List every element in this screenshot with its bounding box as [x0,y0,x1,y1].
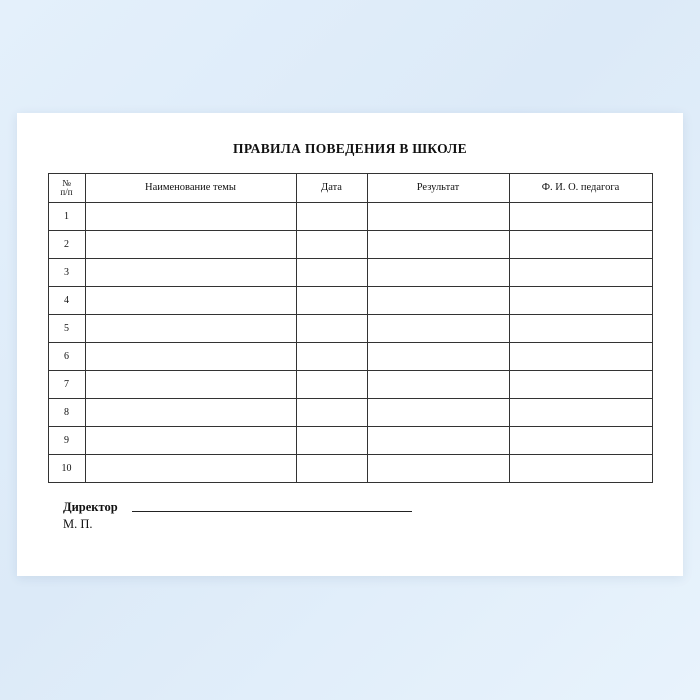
document-footer [47,500,653,532]
cell-date[interactable] [296,203,367,231]
cell-theme[interactable] [85,231,296,259]
cell-date[interactable] [296,427,367,455]
cell-teacher[interactable] [509,315,652,343]
cell-result[interactable] [367,315,509,343]
cell-date[interactable] [296,231,367,259]
cell-number: 5 [48,315,85,343]
stamp-label: М. П. [63,517,93,531]
cell-theme[interactable] [85,315,296,343]
cell-number: 3 [48,259,85,287]
table-row [48,231,652,259]
cell-number: 7 [48,371,85,399]
director-label: Директор [63,500,118,514]
cell-teacher[interactable] [509,371,652,399]
column-header-teacher: Ф. И. О. педагога [509,174,652,203]
cell-number: 2 [48,231,85,259]
cell-result[interactable] [367,287,509,315]
records-table [48,173,653,483]
cell-result[interactable] [367,371,509,399]
cell-number: 10 [48,455,85,483]
cell-teacher[interactable] [509,427,652,455]
cell-result[interactable] [367,455,509,483]
signature-line[interactable] [132,511,412,512]
document-sheet [17,113,683,576]
cell-theme[interactable] [85,427,296,455]
column-header-number-line2: п/п [60,187,73,197]
cell-teacher[interactable] [509,231,652,259]
column-header-date: Дата [296,174,367,203]
cell-date[interactable] [296,343,367,371]
cell-number: 6 [48,343,85,371]
column-header-number [48,174,85,203]
director-signature-row [63,500,653,515]
cell-teacher[interactable] [509,259,652,287]
cell-teacher[interactable] [509,455,652,483]
table-row [48,399,652,427]
cell-number: 8 [48,399,85,427]
cell-result[interactable] [367,203,509,231]
column-header-theme: Наименование темы [85,174,296,203]
cell-result[interactable] [367,231,509,259]
cell-date[interactable] [296,287,367,315]
cell-number: 9 [48,427,85,455]
table-body [48,203,652,483]
cell-date[interactable] [296,371,367,399]
cell-theme[interactable] [85,455,296,483]
cell-date[interactable] [296,399,367,427]
cell-date[interactable] [296,315,367,343]
table-row [48,315,652,343]
cell-number: 1 [48,203,85,231]
table-row [48,371,652,399]
document-content [47,141,653,556]
cell-theme[interactable] [85,343,296,371]
cell-theme[interactable] [85,371,296,399]
page-title: ПРАВИЛА ПОВЕДЕНИЯ В ШКОЛЕ [233,141,467,156]
cell-theme[interactable] [85,203,296,231]
column-header-number-line1: № [62,177,71,188]
column-header-result: Результат [367,174,509,203]
cell-theme[interactable] [85,399,296,427]
table-row [48,455,652,483]
cell-teacher[interactable] [509,399,652,427]
cell-teacher[interactable] [509,203,652,231]
table-row [48,287,652,315]
table-row [48,427,652,455]
cell-theme[interactable] [85,287,296,315]
cell-teacher[interactable] [509,287,652,315]
table-row [48,259,652,287]
cell-number: 4 [48,287,85,315]
cell-result[interactable] [367,399,509,427]
table-header-row [48,174,652,203]
cell-result[interactable] [367,343,509,371]
table-row [48,343,652,371]
table-row [48,203,652,231]
cell-theme[interactable] [85,259,296,287]
cell-date[interactable] [296,259,367,287]
cell-result[interactable] [367,427,509,455]
cell-date[interactable] [296,455,367,483]
cell-result[interactable] [367,259,509,287]
table-header [48,174,652,203]
cell-teacher[interactable] [509,343,652,371]
